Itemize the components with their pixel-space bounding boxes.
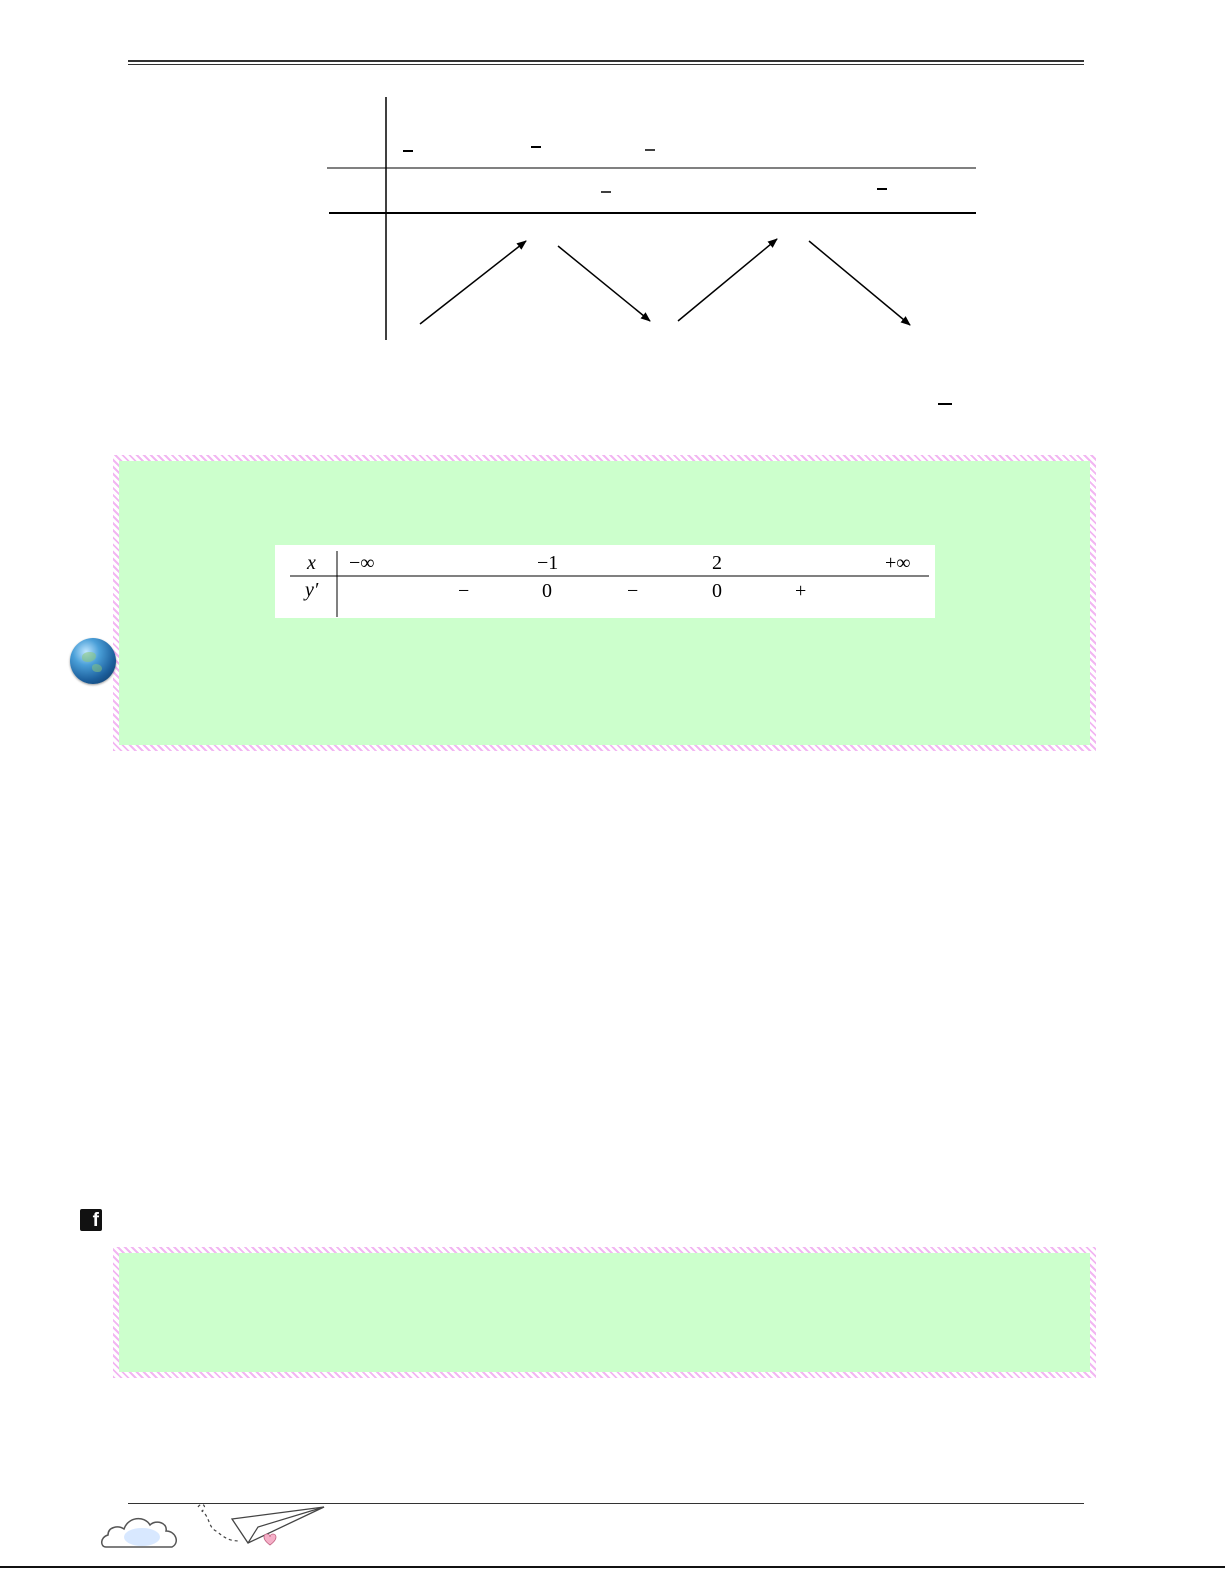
arrow-down [809,241,910,325]
arrow-up [420,241,526,324]
sign-table-x-value: +∞ [885,552,911,574]
sign-table-x-value: 2 [712,552,722,574]
globe-icon [70,638,116,684]
facebook-icon[interactable]: f [80,1209,102,1231]
cloud-paper-plane-icon [98,1497,338,1565]
sign-table-y-sign: + [795,580,807,602]
sign-table-y-sign: 0 [542,580,552,602]
sign-table-x-label: x [307,552,316,574]
sign-table-y-sign: − [627,580,639,602]
globe-icon-land [92,664,102,672]
arrow-down [558,246,650,321]
sign-table [275,545,935,618]
highlight-box-2 [113,1247,1096,1378]
sign-table-y-sign: 0 [712,580,722,602]
sign-table-y-label: y′ [305,579,319,601]
variation-table [0,0,1225,440]
arrow-up [678,239,777,321]
sign-table-y-sign: − [458,580,470,602]
sign-table-x-value: −∞ [349,552,375,574]
page-bottom-rule [0,1566,1225,1568]
sign-table-x-value: −1 [537,552,559,574]
